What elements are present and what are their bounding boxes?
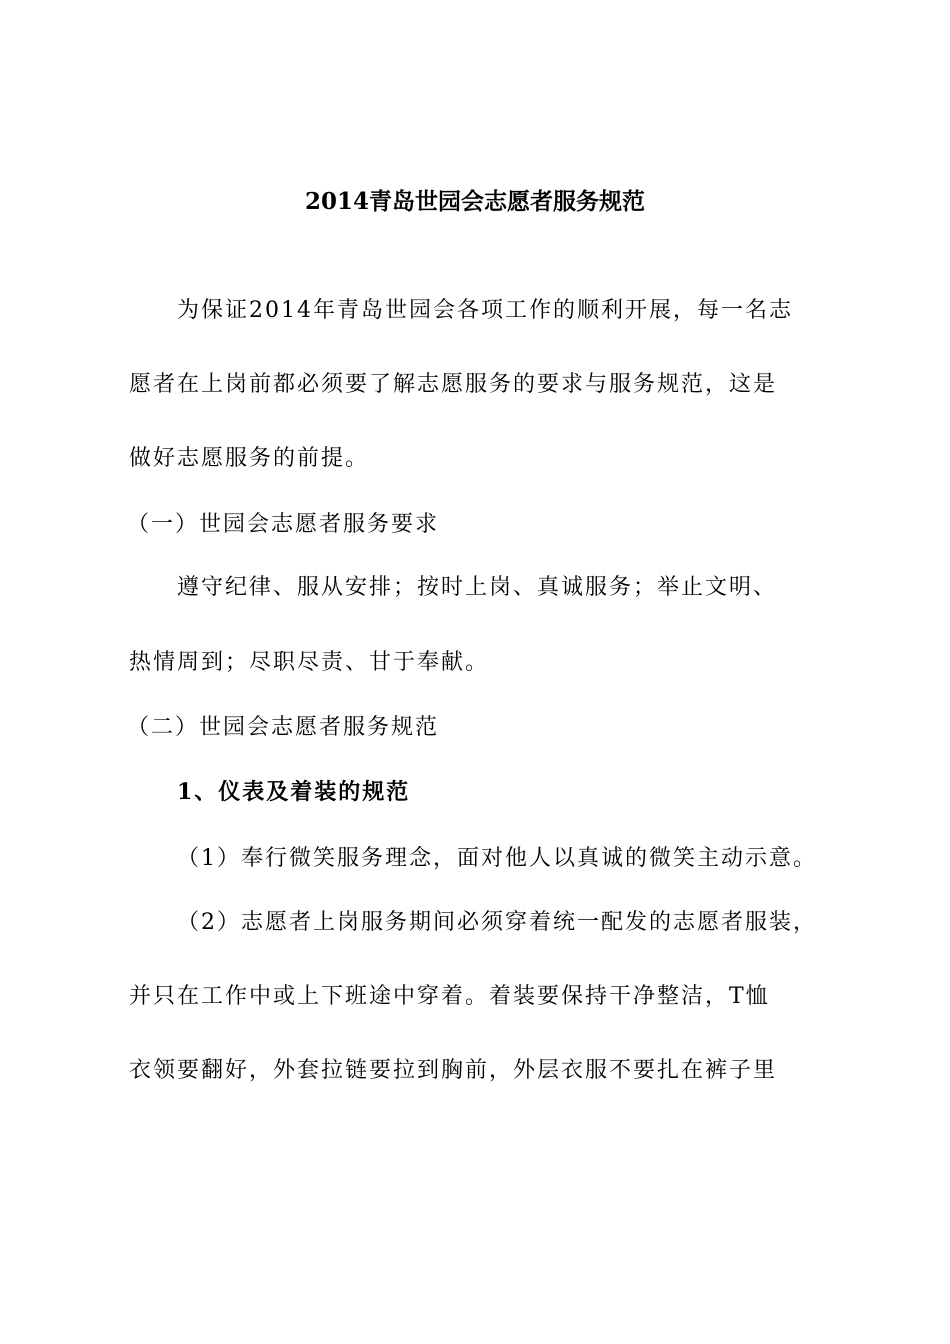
intro-line-1: 为保证2014年青岛世园会各项工作的顺利开展，每一名志 <box>177 298 793 323</box>
appearance-item-2-line-2: 并只在工作中或上下班途中穿着。着装要保持干净整洁，T恤 <box>129 984 770 1009</box>
section-heading-requirements: （一）世园会志愿者服务要求 <box>127 512 440 537</box>
appearance-item-2-line-3: 衣领要翻好，外套拉链要拉到胸前，外层衣服不要扎在裤子里 <box>129 1058 778 1083</box>
subsection-heading-appearance: 1、仪表及着装的规范 <box>177 779 411 805</box>
intro-line-2: 愿者在上岗前都必须要了解志愿服务的要求与服务规范，这是 <box>129 372 778 397</box>
intro-line-3: 做好志愿服务的前提。 <box>129 446 370 471</box>
section-heading-norms: （二）世园会志愿者服务规范 <box>127 715 440 740</box>
document-title: 2014青岛世园会志愿者服务规范 <box>304 188 645 215</box>
requirements-line-2: 热情周到；尽职尽责、甘于奉献。 <box>129 650 490 675</box>
appearance-item-2-line-1: （2）志愿者上岗服务期间必须穿着统一配发的志愿者服装， <box>177 910 817 935</box>
requirements-line-1: 遵守纪律、服从安排；按时上岗、真诚服务；举止文明、 <box>177 575 778 600</box>
appearance-item-1: （1）奉行微笑服务理念，面对他人以真诚的微笑主动示意。 <box>177 846 817 871</box>
